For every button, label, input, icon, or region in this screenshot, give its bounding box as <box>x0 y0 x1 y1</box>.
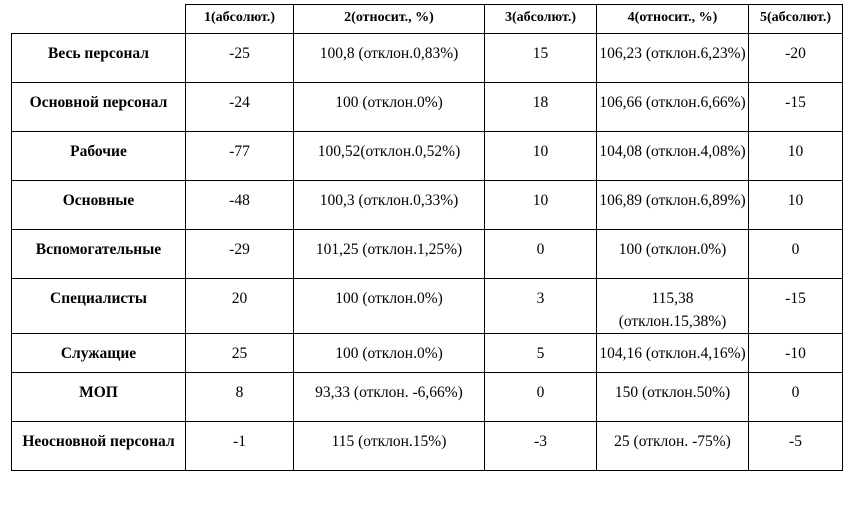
row-label: Вспомогательные <box>12 230 186 279</box>
table-cell: -1 <box>186 422 294 471</box>
table-cell: 100 (отклон.0%) <box>597 230 749 279</box>
table-cell: 150 (отклон.50%) <box>597 373 749 422</box>
table-cell: 100,3 (отклон.0,33%) <box>294 181 485 230</box>
table-cell: -5 <box>749 422 843 471</box>
table-cell: -29 <box>186 230 294 279</box>
table-cell: 5 <box>485 334 597 373</box>
table-row <box>12 334 843 373</box>
header-col-1: 1(абсолют.) <box>186 5 294 34</box>
table-cell: 100,8 (отклон.0,83%) <box>294 34 485 83</box>
table-row <box>12 181 843 230</box>
table-cell: 0 <box>485 373 597 422</box>
table-cell: 104,16 (отклон.4,16%) <box>597 334 749 373</box>
table-cell: -24 <box>186 83 294 132</box>
table-cell: -3 <box>485 422 597 471</box>
table-cell: 100,52(отклон.0,52%) <box>294 132 485 181</box>
data-table-container <box>11 4 843 471</box>
header-col-2: 2(относит., %) <box>294 5 485 34</box>
personnel-deviation-table <box>11 4 843 471</box>
table-cell: 0 <box>485 230 597 279</box>
table-cell: -15 <box>749 83 843 132</box>
table-cell: 25 (отклон. -75%) <box>597 422 749 471</box>
row-label: Неосновной персонал <box>12 422 186 471</box>
header-empty-cell <box>12 5 186 34</box>
table-cell: -15 <box>749 279 843 334</box>
table-cell: 101,25 (отклон.1,25%) <box>294 230 485 279</box>
row-label: Основной персонал <box>12 83 186 132</box>
table-cell: 10 <box>749 181 843 230</box>
table-cell: 3 <box>485 279 597 334</box>
row-label: Специалисты <box>12 279 186 334</box>
table-cell: 0 <box>749 373 843 422</box>
table-cell: 106,66 (отклон.6,66%) <box>597 83 749 132</box>
table-row <box>12 422 843 471</box>
table-row <box>12 279 843 334</box>
table-cell: -25 <box>186 34 294 83</box>
table-cell: -20 <box>749 34 843 83</box>
table-cell: 106,89 (отклон.6,89%) <box>597 181 749 230</box>
table-header-row <box>12 5 843 34</box>
table-cell: 10 <box>485 181 597 230</box>
row-label: МОП <box>12 373 186 422</box>
table-cell: 10 <box>749 132 843 181</box>
table-row <box>12 34 843 83</box>
table-row <box>12 132 843 181</box>
header-col-3: 3(абсолют.) <box>485 5 597 34</box>
table-row <box>12 230 843 279</box>
row-label: Служащие <box>12 334 186 373</box>
row-label: Весь персонал <box>12 34 186 83</box>
table-cell: 100 (отклон.0%) <box>294 83 485 132</box>
header-col-4: 4(относит., %) <box>597 5 749 34</box>
row-label: Рабочие <box>12 132 186 181</box>
table-cell: -48 <box>186 181 294 230</box>
table-cell: 100 (отклон.0%) <box>294 279 485 334</box>
table-cell: 100 (отклон.0%) <box>294 334 485 373</box>
table-cell: 115 (отклон.15%) <box>294 422 485 471</box>
table-cell: 0 <box>749 230 843 279</box>
table-row <box>12 373 843 422</box>
table-cell: 93,33 (отклон. -6,66%) <box>294 373 485 422</box>
table-cell: 10 <box>485 132 597 181</box>
table-cell: 106,23 (отклон.6,23%) <box>597 34 749 83</box>
table-cell: 104,08 (отклон.4,08%) <box>597 132 749 181</box>
table-cell: 20 <box>186 279 294 334</box>
table-cell: 25 <box>186 334 294 373</box>
header-col-5: 5(абсолют.) <box>749 5 843 34</box>
table-cell: 8 <box>186 373 294 422</box>
table-cell: 18 <box>485 83 597 132</box>
table-cell: -10 <box>749 334 843 373</box>
table-cell: 115,38 (отклон.15,38%) <box>597 279 749 334</box>
table-cell: -77 <box>186 132 294 181</box>
table-row <box>12 83 843 132</box>
table-cell: 15 <box>485 34 597 83</box>
row-label: Основные <box>12 181 186 230</box>
